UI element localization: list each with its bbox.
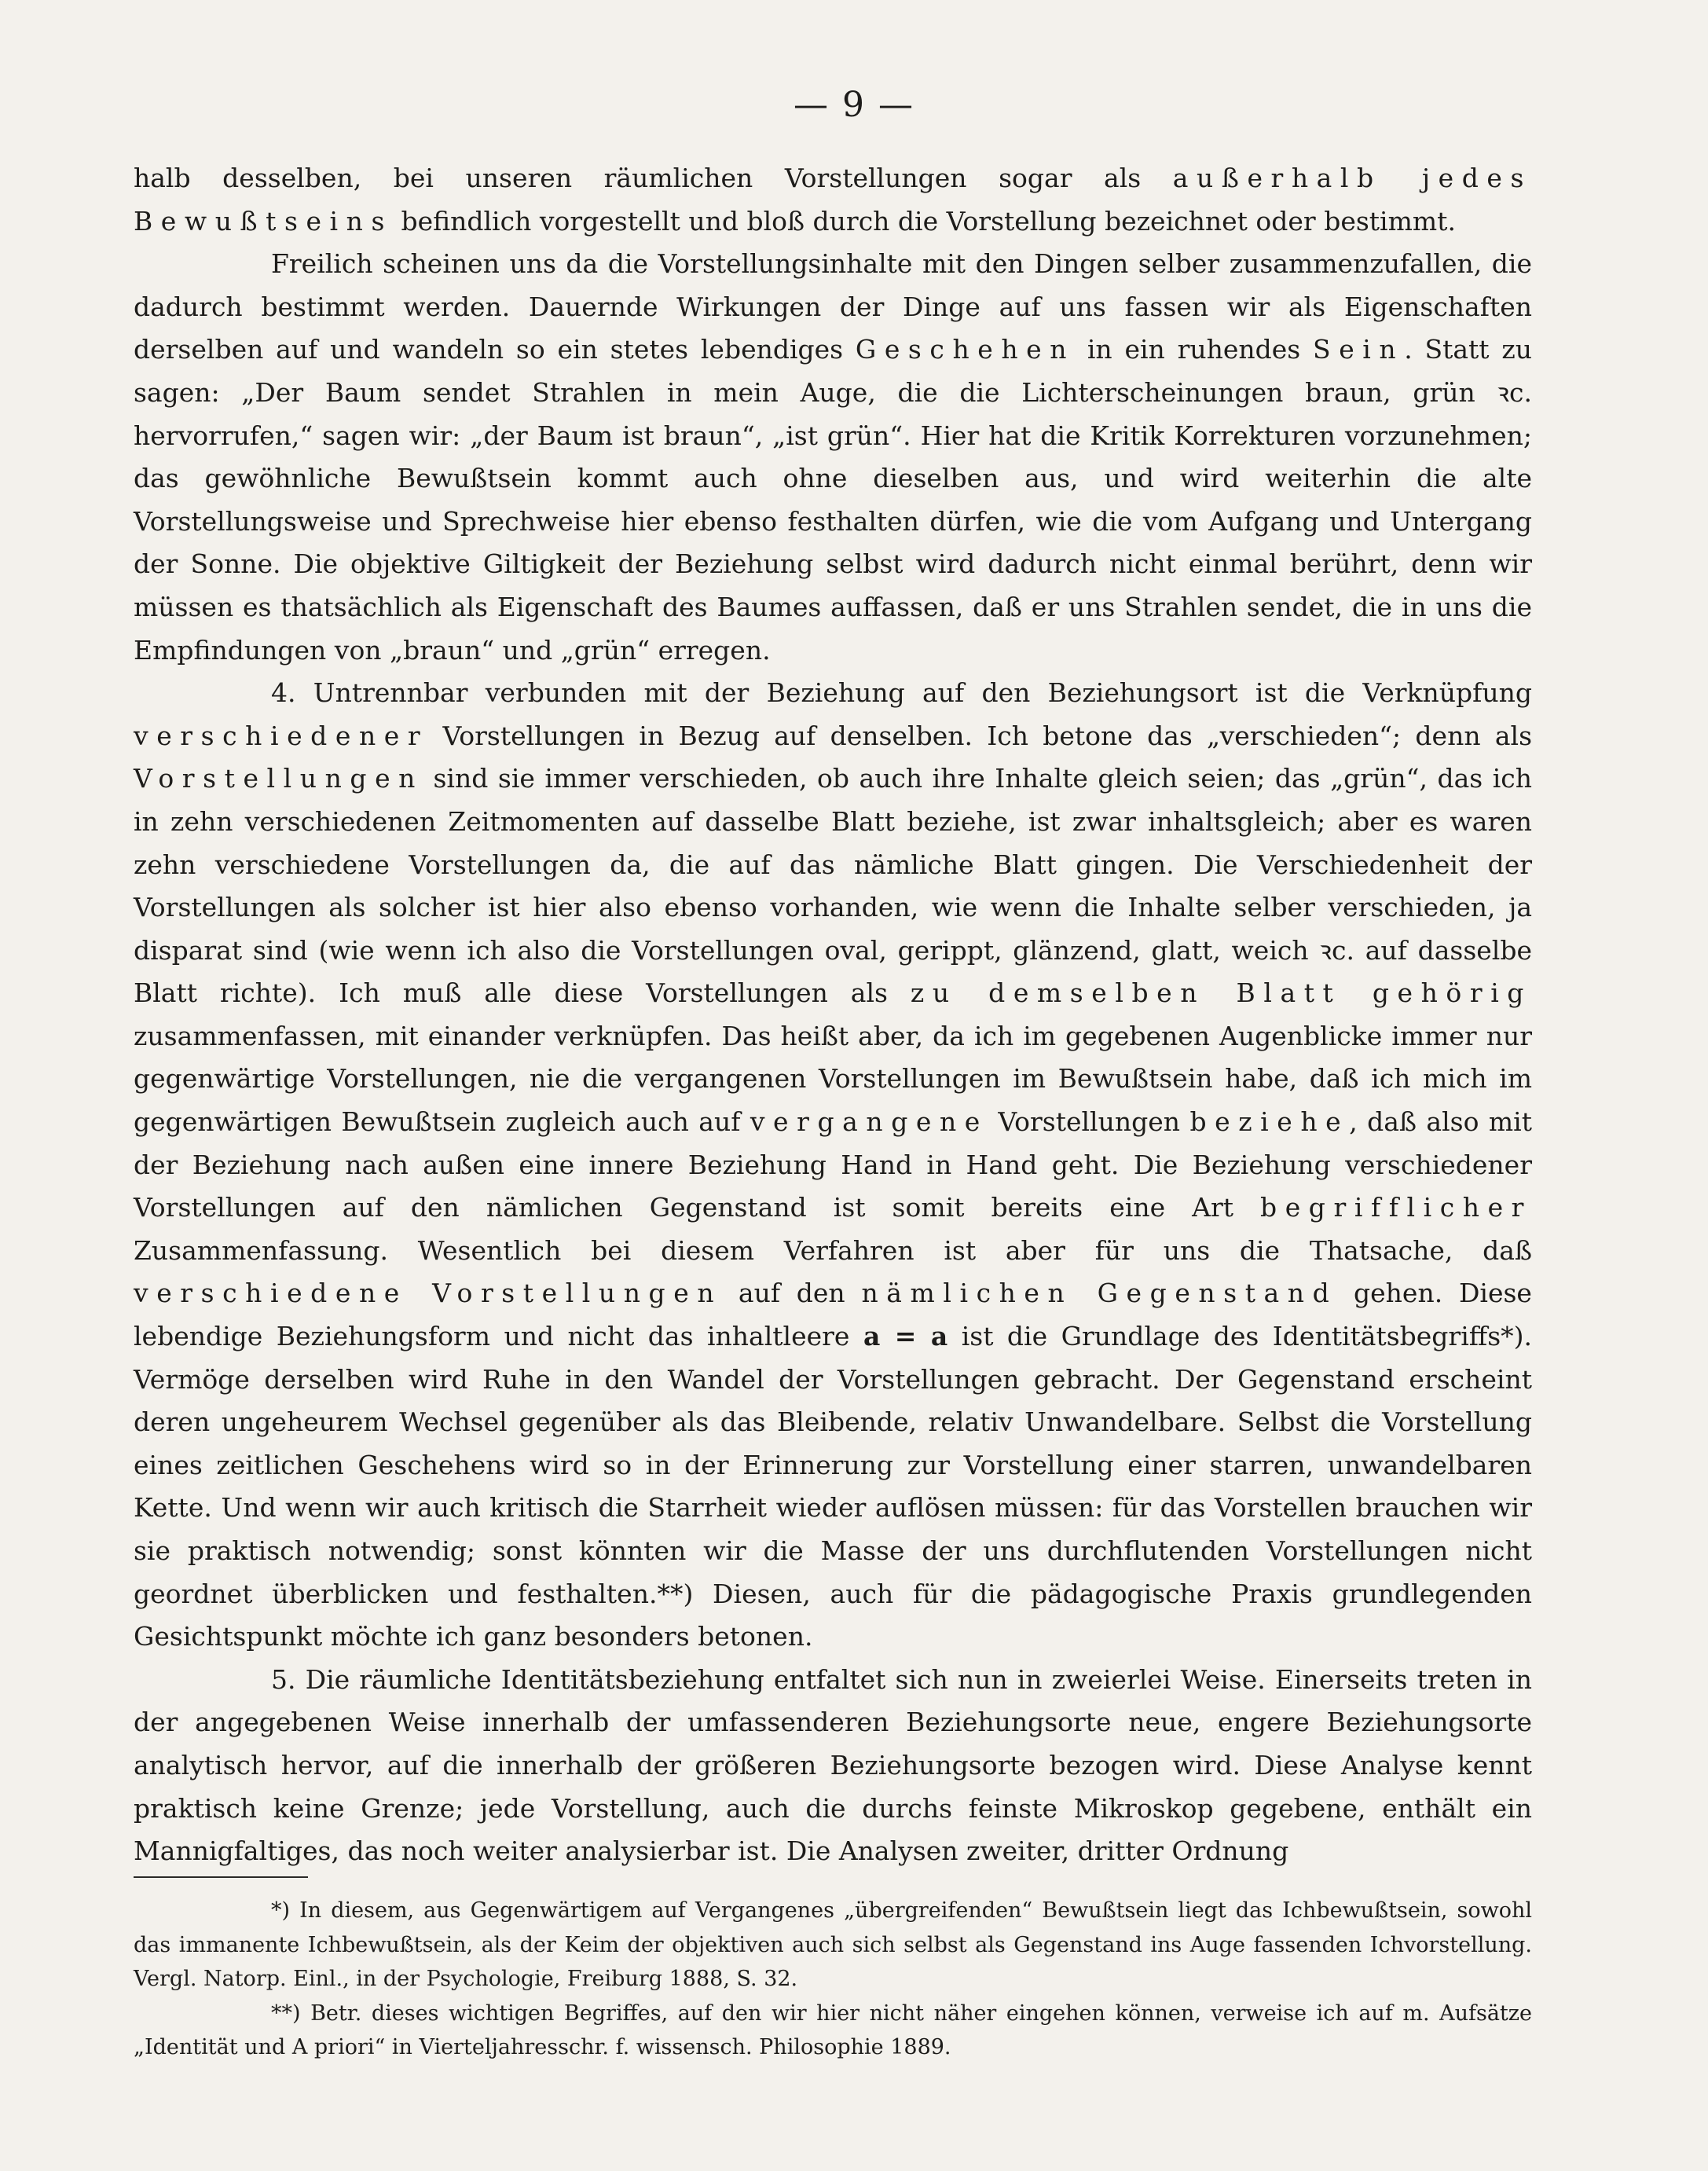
- emphasized-text: verschiedene Vorstellungen: [134, 1278, 723, 1309]
- emphasized-text: außerhalb jedes Bewußtseins: [134, 163, 1533, 237]
- emphasized-text: zu demselben Blatt gehörig: [910, 977, 1532, 1009]
- text-run: in ein ruhendes: [1075, 334, 1314, 365]
- text-run: zusammenfassen, mit einander verknüpfen. Das heißt aber, da ich im gegebenen Augenblicke immer nur gegenwärtige Vorstellungen, nie die vergangenen Vorstellungen im Bewußtsein habe, daß ich mich im gegenwärtigen Bewußtsein zugleich auch auf: [134, 1020, 1532, 1138]
- text-run: ist die Grundlage des Identitätsbegriffs*). Vermöge derselben wird Ruhe in den Wandel der Vorstellungen gebracht. Der Gegenstand erscheint deren ungeheurem Wechsel gegenüber als das Bleibende, relativ Unwandelbare. Selbst die Vorstellung eines zeitlichen Geschehens wird so in der Erinnerung zur Vorstellung einer starren, unwandelbaren Kette. Und wenn wir auch kritisch die Starrheit wieder auflösen müssen: für das Vorstellen brauchen wir sie praktisch notwendig; sonst könnten wir die Masse der uns durchflutenden Vorstellungen nicht geordnet überblicken und festhalten.**) Diesen, auch für die pädagogische Praxis grundlegenden Gesichtspunkt möchte ich ganz besonders betonen.: [134, 1321, 1532, 1652]
- emphasized-text: nämlichen Gegenstand: [861, 1278, 1338, 1309]
- emphasized-text: beziehe: [1189, 1106, 1350, 1138]
- paragraph: [134, 243, 1532, 672]
- page-number: — 9 —: [794, 85, 914, 125]
- text-run: auf den: [722, 1278, 862, 1309]
- text-run: 4. Untrennbar verbunden mit der Beziehung auf den Beziehungsort ist die Verknüpfung: [271, 677, 1532, 709]
- footnote: **) Betr. dieses wichtigen Begriffes, auf den wir hier nicht näher eingehen können, verweise ich auf m. Aufsätze „Identität und A priori“ in Vierteljahresschr. f. wissensch. Philosophie 1889.: [134, 2000, 1532, 2059]
- text-run: Vorstellungen: [988, 1106, 1190, 1138]
- text-run: . Statt zu sagen: „Der Baum sendet Strahlen in mein Auge, die die Lichterscheinungen braun, grün ꝛc. hervorrufen,“ sagen wir: „der Baum ist braun“, „ist grün“. Hier hat die Kritik Korrekturen vorzunehmen; das gewöhnliche Bewußtsein kommt auch ohne dieselben aus, und wird weiterhin die alte Vorstellungsweise und Sprechweise hier ebenso festhalten dürfen, wie die vom Aufgang und Untergang der Sonne. Die objektive Giltigkeit der Beziehung selbst wird dadurch nicht einmal berührt, denn wir müssen es thatsächlich als Eigenschaft des Baumes auffassen, daß er uns Strahlen sendet, die in uns die Empfindungen von „braun“ und „grün“ erregen.: [134, 334, 1532, 666]
- footnote: *) In diesem, aus Gegenwärtigem auf Vergangenes „übergreifenden“ Bewußtsein liegt das Ichbewußtsein, sowohl das immanente Ichbewußtsein, als der Keim der objektiven auch sich selbst als Gegenstand ins Auge fassenden Ichvorstellung. Vergl. Natorp. Einl., in der Psychologie, Freiburg 1888, S. 32.: [134, 1898, 1532, 1991]
- footnote-divider: [134, 1876, 308, 1878]
- text-run: Zusammenfassung. Wesentlich bei diesem Verfahren ist aber für uns die Thatsache, daß: [134, 1234, 1532, 1266]
- footnotes: [134, 1894, 1532, 2065]
- body-text: [134, 157, 1532, 1873]
- emphasized-text: verschiedener: [134, 720, 429, 751]
- emphasized-text: Sein: [1313, 334, 1405, 365]
- paragraph: [134, 1659, 1532, 1873]
- emphasized-text: Vorstellungen: [134, 763, 423, 794]
- formula-text: a = a: [863, 1321, 948, 1352]
- text-run: halb desselben, bei unseren räumlichen Vorstellungen sogar als: [134, 163, 1173, 193]
- emphasized-text: Geschehen: [855, 334, 1076, 365]
- text-run: , daß also mit der Beziehung nach außen eine innere Beziehung Hand in Hand geht. Die Beziehung verschiedener Vorstellungen auf den nämlichen Gegenstand ist somit bereits eine Art: [134, 1106, 1532, 1223]
- text-run: sind sie immer verschieden, ob auch ihre Inhalte gleich seien; das „grün“, das ich in zehn verschiedenen Zeitmomenten auf dasselbe Blatt beziehe, ist zwar inhaltsgleich; aber es waren zehn verschiedene Vorstellungen da, die auf das nämliche Blatt gingen. Die Verschiedenheit der Vorstellungen als solcher ist hier also ebenso vorhanden, wie wenn die Inhalte selber verschieden, ja disparat sind (wie wenn ich also die Vorstellungen oval, gerippt, glänzend, glatt, weich ꝛc. auf dasselbe Blatt richte). Ich muß alle diese Vorstellungen als: [134, 763, 1532, 1009]
- paragraph: [134, 672, 1532, 1659]
- text-run: gehen. Diese lebendige Beziehungsform und nicht das inhaltleere: [134, 1278, 1532, 1352]
- emphasized-text: begrifflicher: [1260, 1192, 1532, 1223]
- text-run: befindlich vorgestellt und bloß durch die Vorstellung bezeichnet oder bestimmt.: [392, 205, 1456, 237]
- text-run: Vorstellungen in Bezug auf denselben. Ich betone das „verschieden“; denn als: [428, 720, 1532, 751]
- text-run: 5. Die räumliche Identitätsbeziehung entfaltet sich nun in zweierlei Weise. Einerseits treten in der angegebenen Weise innerhalb der umfassenderen Beziehungsorte neue, engere Beziehungsorte analytisch hervor, auf die innerhalb der größeren Beziehungsorte bezogen wird. Diese Analyse kennt praktisch keine Grenze; jede Vorstellung, auch die durchs feinste Mikroskop gegebene, enthält ein Mannigfaltiges, das noch weiter analysierbar ist. Die Analysen zweiter, dritter Ordnung: [134, 1663, 1532, 1867]
- emphasized-text: vergangene: [750, 1106, 988, 1138]
- paragraph: [134, 157, 1532, 243]
- text-run: Freilich scheinen uns da die Vorstellungsinhalte mit den Dingen selber zusammenzufallen, die dadurch bestimmt werden. Dauernde Wirkungen der Dinge auf uns fassen wir als Eigenschaften derselben auf und wandeln so ein stetes lebendiges: [134, 248, 1532, 365]
